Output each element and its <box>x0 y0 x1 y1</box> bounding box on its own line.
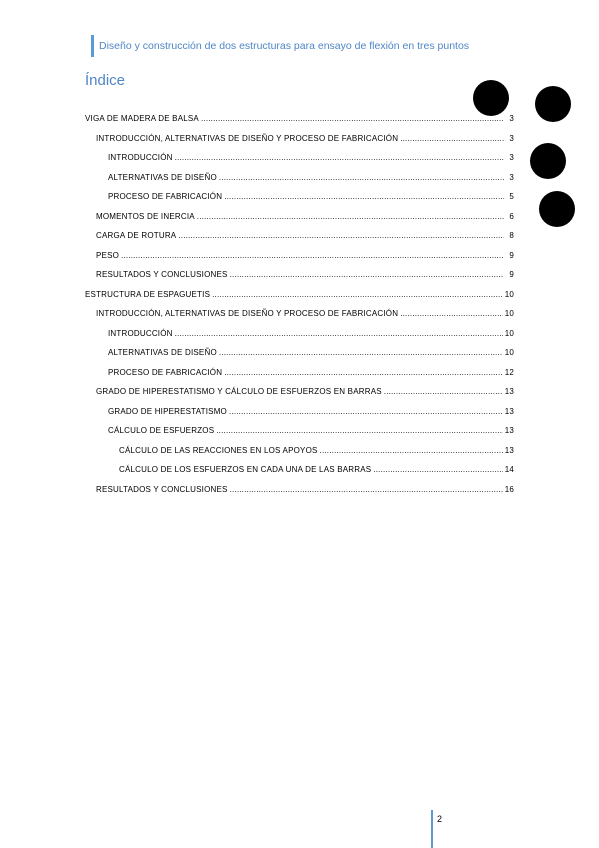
toc-dot-leader <box>219 173 504 182</box>
toc-dot-leader <box>219 348 503 357</box>
toc-entry[interactable] <box>85 329 514 349</box>
toc-entry-page: 9 <box>509 250 514 260</box>
toc-entry-label: INTRODUCCIÓN, ALTERNATIVAS DE DISEÑO Y PROCESO DE FABRICACIÓN <box>96 309 399 318</box>
toc-entry-label: PROCESO DE FABRICACIÓN <box>108 192 223 201</box>
toc-entry[interactable] <box>85 407 514 427</box>
toc-entry-page: 10 <box>504 328 514 338</box>
toc-dot-leader <box>224 368 502 377</box>
toc-dot-leader <box>320 446 503 455</box>
toc-entry-label: INTRODUCCIÓN <box>108 328 173 338</box>
toc-entry-label: MOMENTOS DE INERCIA <box>96 211 195 221</box>
toc-entry[interactable] <box>85 485 514 505</box>
toc-entry[interactable] <box>85 173 514 193</box>
toc-entry[interactable] <box>85 309 514 329</box>
toc-dot-leader <box>384 387 503 396</box>
toc-entry-page: 3 <box>509 114 514 123</box>
toc-entry-page: 13 <box>504 426 514 435</box>
toc-heading: Índice <box>85 72 126 89</box>
toc-dot-leader <box>197 212 504 221</box>
toc-entry[interactable] <box>85 368 514 388</box>
toc-entry[interactable] <box>85 348 514 368</box>
toc-entry-page: 12 <box>504 367 514 377</box>
black-circle-marker <box>530 143 566 179</box>
black-circle-marker <box>473 80 509 116</box>
toc-entry-label: PROCESO DE FABRICACIÓN <box>108 367 223 377</box>
toc-entry-page: 10 <box>504 348 514 357</box>
toc-dot-leader <box>224 192 504 201</box>
toc-entry[interactable] <box>85 290 514 310</box>
toc-entry[interactable] <box>85 153 514 173</box>
toc-entry-page: 3 <box>509 133 514 143</box>
toc-dot-leader <box>400 134 504 143</box>
toc-entry-page: 10 <box>504 309 514 318</box>
toc-entry[interactable] <box>85 446 514 466</box>
black-circle-marker <box>539 191 575 227</box>
toc-entry-label: CÁLCULO DE ESFUERZOS <box>108 426 215 435</box>
toc-entry[interactable] <box>85 212 514 232</box>
toc-dot-leader <box>212 290 503 299</box>
toc-entry[interactable] <box>85 465 514 485</box>
toc-entry[interactable] <box>85 426 514 446</box>
toc-entry-page: 16 <box>504 484 514 494</box>
toc-entry-label: CÁLCULO DE LAS REACCIONES EN LOS APOYOS <box>119 445 318 455</box>
toc-entry-label: GRADO DE HIPERESTATISMO <box>108 406 227 416</box>
toc-entry-page: 3 <box>509 153 514 162</box>
toc-entry-label: ALTERNATIVAS DE DISEÑO <box>108 172 217 182</box>
black-circle-marker <box>535 86 571 122</box>
toc-dot-leader <box>175 153 504 162</box>
toc-dot-leader <box>216 426 502 435</box>
toc-dot-leader <box>230 270 504 279</box>
toc-entry-page: 5 <box>509 192 514 201</box>
toc-entry-label: CÁLCULO DE LOS ESFUERZOS EN CADA UNA DE LAS BARRAS <box>119 465 372 474</box>
footer-accent-bar <box>431 810 433 848</box>
toc-dot-leader <box>229 407 503 416</box>
toc-entry[interactable] <box>85 134 514 154</box>
toc-entry-label: RESULTADOS Y CONCLUSIONES <box>96 270 228 279</box>
toc-entry[interactable] <box>85 387 514 407</box>
toc-entry-label: VIGA DE MADERA DE BALSA <box>85 114 199 123</box>
toc-entry-page: 6 <box>509 211 514 221</box>
toc-entry-page: 13 <box>504 406 514 416</box>
toc-entry-label: ESTRUCTURA DE ESPAGUETIS <box>85 289 211 299</box>
toc-entry-page: 8 <box>509 231 514 240</box>
toc-entry-label: GRADO DE HIPERESTATISMO Y CÁLCULO DE ESFUERZOS EN BARRAS <box>96 387 382 396</box>
toc-entry-label: INTRODUCCIÓN <box>108 153 173 162</box>
table-of-contents <box>85 114 514 504</box>
toc-entry-label: RESULTADOS Y CONCLUSIONES <box>96 484 228 494</box>
toc-entry[interactable] <box>85 270 514 290</box>
toc-entry[interactable] <box>85 192 514 212</box>
toc-dot-leader <box>373 465 502 474</box>
toc-dot-leader <box>230 485 503 494</box>
toc-entry-label: ALTERNATIVAS DE DISEÑO <box>108 348 217 357</box>
document-header-title: Diseño y construcción de dos estructuras para ensayo de flexión en tres puntos <box>99 40 470 52</box>
toc-dot-leader <box>175 329 503 338</box>
toc-dot-leader <box>201 114 504 123</box>
toc-entry-label: PESO <box>96 250 120 260</box>
header-accent-bar <box>91 35 94 57</box>
toc-entry-label: CARGA DE ROTURA <box>96 231 177 240</box>
toc-dot-leader <box>121 251 504 260</box>
toc-dot-leader <box>400 309 503 318</box>
toc-entry-page: 10 <box>504 289 514 299</box>
toc-dot-leader <box>178 231 504 240</box>
toc-entry[interactable] <box>85 231 514 251</box>
toc-entry[interactable] <box>85 251 514 271</box>
toc-entry-page: 14 <box>504 465 514 474</box>
toc-entry[interactable] <box>85 114 514 134</box>
page-number: 2 <box>437 814 443 824</box>
toc-entry-label: INTRODUCCIÓN, ALTERNATIVAS DE DISEÑO Y PROCESO DE FABRICACIÓN <box>96 133 399 143</box>
toc-entry-page: 13 <box>504 445 514 455</box>
toc-entry-page: 3 <box>509 172 514 182</box>
toc-entry-page: 13 <box>504 387 514 396</box>
toc-entry-page: 9 <box>509 270 514 279</box>
